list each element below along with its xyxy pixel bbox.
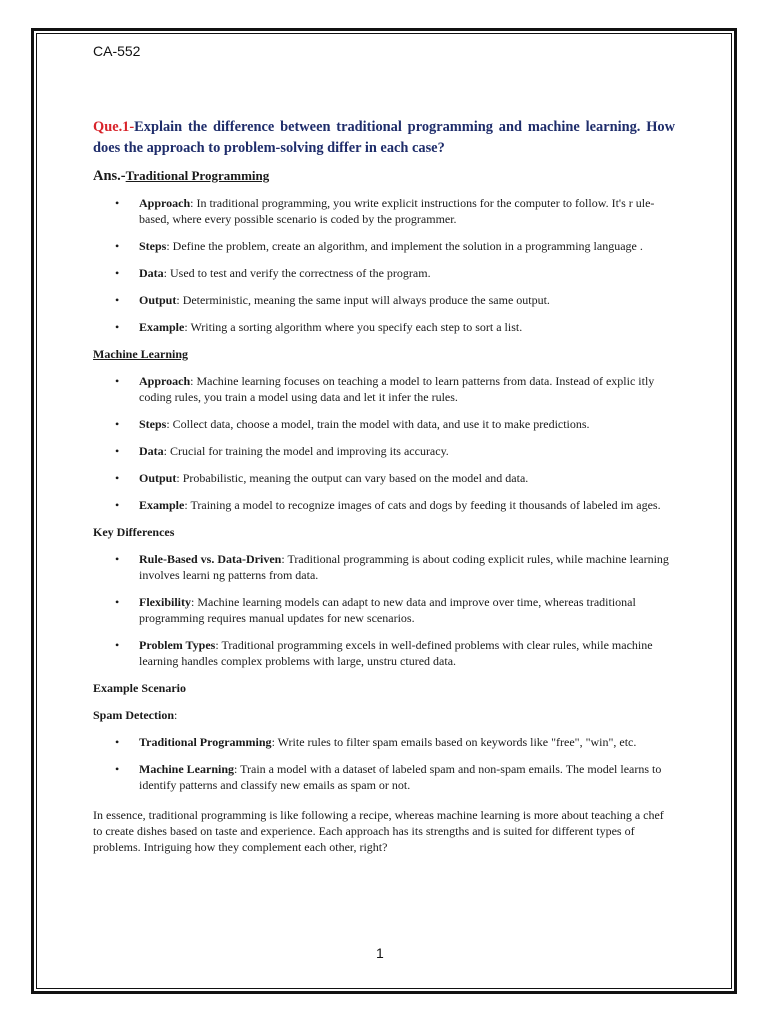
answer-label: Ans.- [93,168,126,184]
item-text: : Write rules to filter spam emails based on keywords like "free", "win", etc. [271,735,637,749]
item-text: : Collect data, choose a model, train the model with data, and use it to make predictions. [166,417,590,431]
list-item [93,761,675,793]
key-differences-title: Key Differences [93,525,175,539]
list-item [93,292,675,308]
item-term: Approach [139,196,191,210]
item-term: Output [139,471,177,485]
list-item [93,734,675,750]
document-body [93,117,675,866]
item-text: : Deterministic, meaning the same input will always produce the same output. [176,293,550,307]
item-term: Traditional Programming [139,735,272,749]
spam-detection-label [93,707,675,723]
item-text: : Traditional programming excels in well-defined problems with clear rules, while machine learning handles complex problems with large, unstru ctured data. [139,638,653,668]
list-item [93,238,675,254]
list-item [93,373,675,405]
course-code: CA-552 [93,43,141,59]
item-term: Rule-Based vs. Data-Driven [139,552,282,566]
list-item [93,195,675,227]
item-text: : Writing a sorting algorithm where you specify each step to sort a list. [184,320,523,334]
item-term: Example [139,320,185,334]
item-term: Example [139,498,185,512]
list-item [93,470,675,486]
item-term: Output [139,293,177,307]
ml-list [93,373,675,513]
traditional-programming-title: Traditional Programming [125,168,270,183]
item-text: : Machine learning models can adapt to new data and improve over time, whereas traditional programming requires manual updates for new scenarios. [139,595,636,625]
list-item [93,416,675,432]
question-text: Explain the difference between traditional programming and machine learning. How does the approach to problem-solving differ in each case? [93,119,675,156]
item-term: Steps [139,417,167,431]
list-item [93,551,675,583]
list-item [93,319,675,335]
scenario-list [93,734,675,793]
list-item [93,594,675,626]
question [93,117,675,159]
item-text: : Traditional programming is about coding explicit rules, while machine learning involves learni ng patterns from data. [139,552,669,582]
item-text: : Training a model to recognize images of cats and dogs by feeding it thousands of labeled im ages. [184,498,661,512]
list-item [93,497,675,513]
item-text: : Probabilistic, meaning the output can vary based on the model and data. [176,471,529,485]
item-text: : Used to test and verify the correctness of the program. [163,266,431,280]
list-item [93,443,675,459]
item-term: Data [139,266,164,280]
item-term: Steps [139,239,167,253]
example-scenario-title: Example Scenario [93,681,186,695]
item-term: Approach [139,374,191,388]
question-number: Que.1- [93,119,135,135]
item-term: Data [139,444,164,458]
item-term: Machine Learning [139,762,234,776]
answer-heading [93,168,675,184]
traditional-list [93,195,675,335]
differences-list [93,551,675,669]
item-text: : Machine learning focuses on teaching a model to learn patterns from data. Instead of explic itly coding rules, you train a model using data and let it infer the rules. [139,374,655,404]
item-text: : Define the problem, create an algorithm, and implement the solution in a programming language . [166,239,643,253]
list-item [93,637,675,669]
closing-paragraph: In essence, traditional programming is like following a recipe, whereas machine learning is more about teaching a chef to create dishes based on taste and experience. Each approach has its strengths and is suited for different types of problems. Intriguing how they complement each other, right? [93,808,664,854]
machine-learning-title: Machine Learning [93,347,188,361]
page-number: 1 [376,945,384,961]
spam-detection-colon: : [174,708,178,722]
item-text: : Crucial for training the model and improving its accuracy. [163,444,449,458]
item-text: : Train a model with a dataset of labeled spam and non-spam emails. The model learns to identify patterns and classify new emails as spam or not. [139,762,662,792]
item-term: Problem Types [139,638,216,652]
item-term: Flexibility [139,595,191,609]
spam-detection-term: Spam Detection [93,708,174,722]
list-item [93,265,675,281]
item-text: : In traditional programming, you write explicit instructions for the computer to follow. It's r ule-based, where every possible scenario is coded by the programmer. [139,196,655,226]
